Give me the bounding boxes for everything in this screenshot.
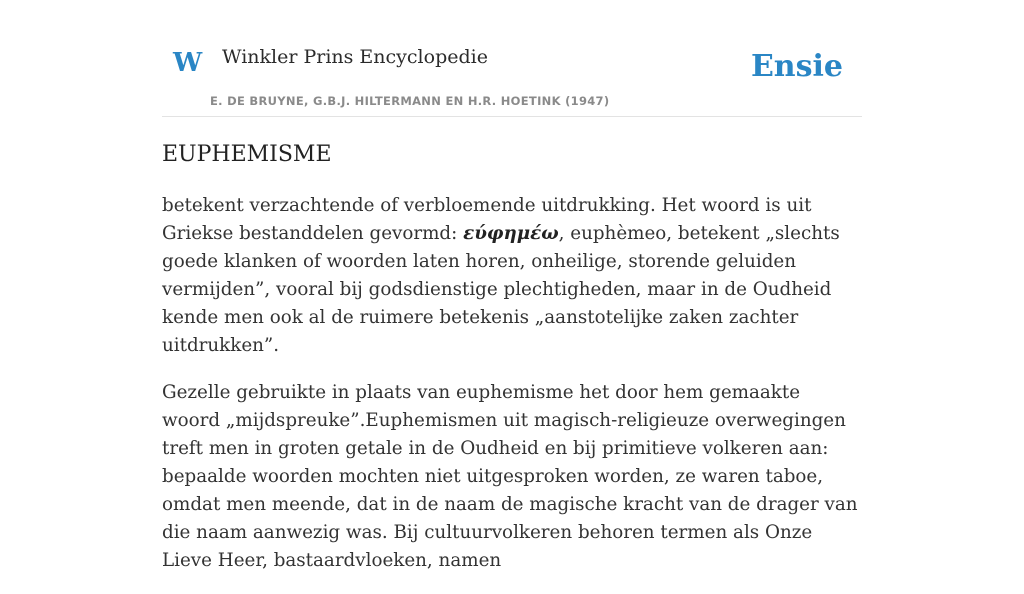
greek-term: εύφημέω — [463, 223, 559, 244]
entry-title: EUPHEMISME — [162, 142, 332, 167]
authors-line: E. DE BRUYNE, G.B.J. HILTERMANN EN H.R. HOETINK (1947) — [210, 94, 610, 108]
paragraph-1-text-b: , euphèmeo, betekent „slechts goede klanken of woorden laten horen, onheilige, storende geluiden vermijden”, vooral bij godsdienstige plechtigheden, maar in de Oudheid kende men ook al de ruimere betekenis „aanstotelijke zaken zachter uitdrukken”. — [162, 223, 840, 356]
paragraph-1-text-a: betekent verzachtende of verbloemende uitdrukking. Het woord is uit Griekse bestanddelen gevormd: — [162, 195, 812, 244]
site-title[interactable]: Winkler Prins Encyclopedie — [222, 46, 488, 68]
brand-logo[interactable]: Ensie — [750, 49, 843, 84]
site-header — [162, 0, 862, 117]
logo-icon[interactable]: W — [173, 48, 203, 78]
paragraph-1 — [162, 192, 862, 360]
entry-content — [162, 192, 862, 594]
paragraph-2: Gezelle gebruikte in plaats van euphemisme het door hem gemaakte woord „mijdspreuke”.Euphemismen uit magisch-religieuze overwegingen treft men in groten getale in de Oudheid en bij primitieve volkeren aan: bepaalde woorden mochten niet uitgesproken worden, ze waren taboe, omdat men meende, dat in de naam de magische kracht van de drager van die naam aanwezig was. Bij cultuurvolkeren behoren termen als Onze Lieve Heer, bastaardvloeken, namen — [162, 382, 858, 571]
